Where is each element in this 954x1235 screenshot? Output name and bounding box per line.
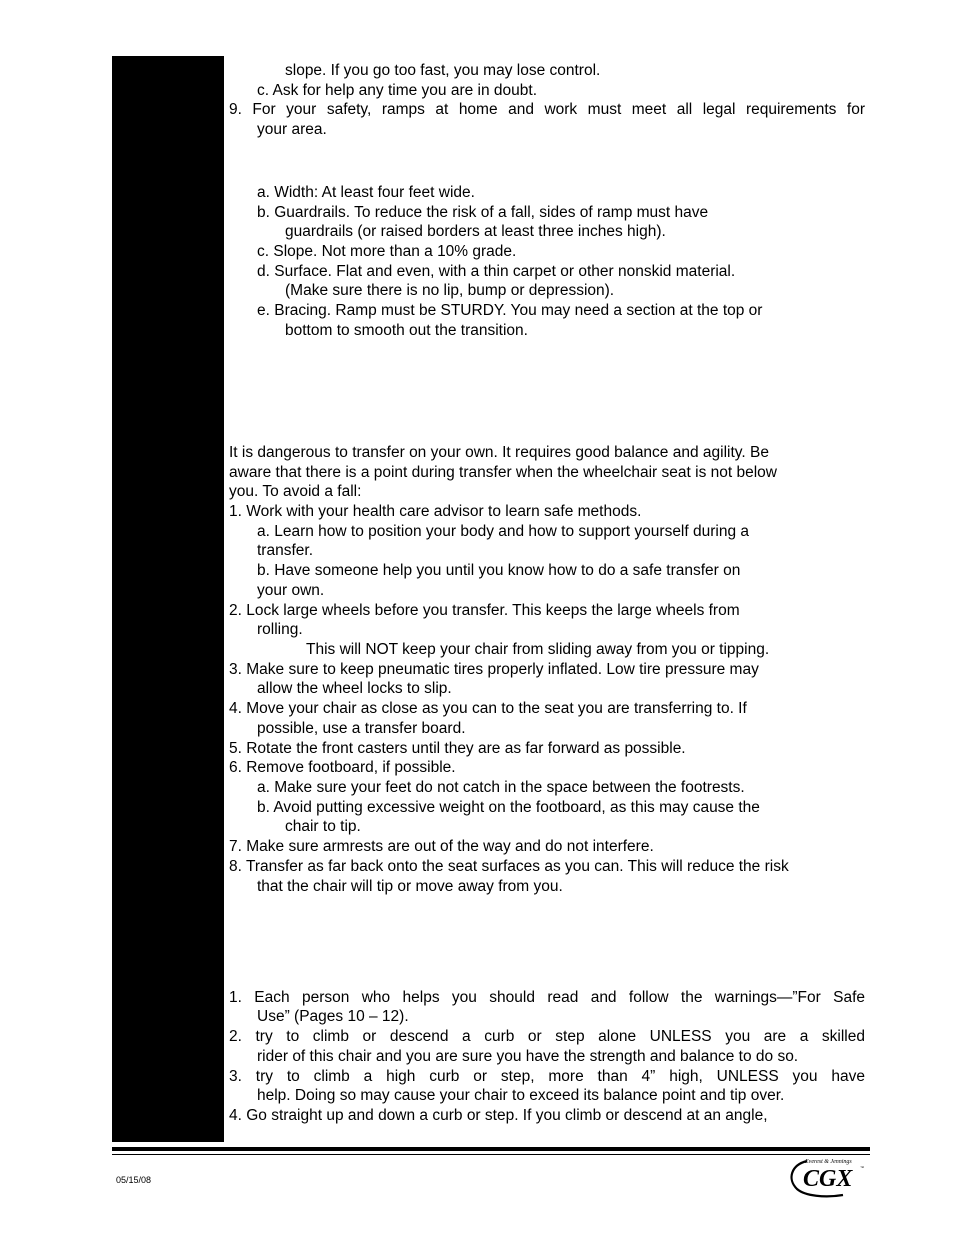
text-line: 4. Go straight up and down a curb or step. If you climb or descend at an angle, (229, 1107, 768, 1124)
text-line: 2. try to climb or descend a curb or step alone UNLESS you are a skilled (229, 1028, 865, 1045)
text-line: chair to tip. (285, 818, 361, 835)
text-line: c. Slope. Not more than a 10% grade. (257, 243, 517, 260)
text-line: 8. Transfer as far back onto the seat surfaces as you can. This will reduce the risk (229, 858, 789, 875)
text-line: rolling. (257, 621, 303, 638)
text-line: allow the wheel locks to slip. (257, 680, 452, 697)
text-line: 1. Work with your health care advisor to learn safe methods. (229, 503, 642, 520)
footer-rule-thin (112, 1154, 870, 1155)
cgx-logo (785, 1153, 871, 1199)
text-line: 7. Make sure armrests are out of the way and do not interfere. (229, 838, 654, 855)
text-line: slope. If you go too fast, you may lose control. (285, 62, 601, 79)
text-line: transfer. (257, 542, 313, 559)
text-line: 1. Each person who helps you should read and follow the warnings—”For Safe (229, 989, 865, 1006)
logo-brand: Everest & Jennings (805, 1159, 852, 1165)
text-line: a. Learn how to position your body and how to support yourself during a (257, 523, 750, 540)
text-line: bottom to smooth out the transition. (285, 322, 528, 339)
svg-text:™: ™ (860, 1165, 864, 1170)
text-line: guardrails (or raised borders at least three inches high). (285, 223, 666, 240)
text-line: 2. Lock large wheels before you transfer. This keeps the large wheels from (229, 602, 740, 619)
text-line: 5. Rotate the front casters until they are as far forward as possible. (229, 740, 686, 757)
text-line: your own. (257, 582, 325, 599)
footer-date: 05/15/08 (116, 1175, 152, 1185)
text-line: 3. try to climb a high curb or step, more than 4” high, UNLESS you have (229, 1068, 865, 1085)
text-line: rider of this chair and you are sure you have the strength and balance to do so. (257, 1048, 799, 1065)
text-line: your area. (257, 121, 327, 138)
text-line: 3. Make sure to keep pneumatic tires properly inflated. Low tire pressure may (229, 661, 759, 678)
text-line: 6. Remove footboard, if possible. (229, 759, 456, 776)
text-line: Use” (Pages 10 – 12). (257, 1008, 409, 1025)
text-line: help. Doing so may cause your chair to exceed its balance point and tip over. (257, 1087, 785, 1104)
logo-text: CGX (803, 1166, 853, 1192)
black-side-band (112, 56, 224, 1142)
text-line: This will NOT keep your chair from sliding away from you or tipping. (306, 641, 770, 658)
text-line: aware that there is a point during transfer when the wheelchair seat is not below (229, 464, 777, 481)
text-line: It is dangerous to transfer on your own. It requires good balance and agility. Be (229, 444, 769, 461)
text-line: that the chair will tip or move away from you. (257, 878, 563, 895)
text-line: d. Surface. Flat and even, with a thin carpet or other nonskid material. (257, 263, 736, 280)
text-line: b. Guardrails. To reduce the risk of a fall, sides of ramp must have (257, 204, 709, 221)
text-line: c. Ask for help any time you are in doubt. (257, 82, 538, 99)
text-line: a. Width: At least four feet wide. (257, 184, 475, 201)
text-line: 9. For your safety, ramps at home and work must meet all legal requirements for (229, 101, 865, 118)
text-line: (Make sure there is no lip, bump or depression). (285, 282, 615, 299)
text-line: b. Avoid putting excessive weight on the footboard, as this may cause the (257, 799, 760, 816)
text-line: you. To avoid a fall: (229, 483, 362, 500)
text-line: possible, use a transfer board. (257, 720, 466, 737)
text-line: b. Have someone help you until you know how to do a safe transfer on (257, 562, 741, 579)
footer-rule-thick (112, 1147, 870, 1151)
text-line: e. Bracing. Ramp must be STURDY. You may need a section at the top or (257, 302, 763, 319)
text-line: 4. Move your chair as close as you can to the seat you are transferring to. If (229, 700, 747, 717)
text-line: a. Make sure your feet do not catch in the space between the footrests. (257, 779, 745, 796)
